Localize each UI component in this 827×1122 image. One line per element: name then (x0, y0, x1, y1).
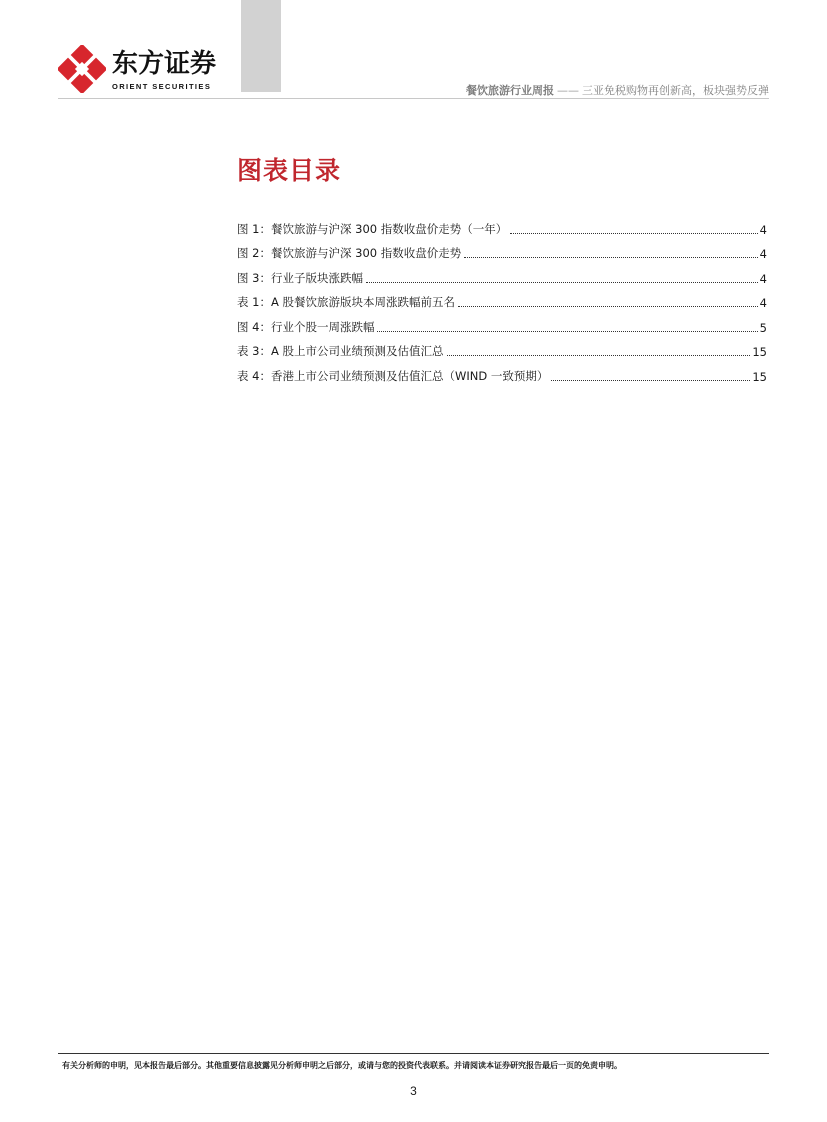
toc-entry[interactable] (237, 359, 767, 384)
toc-leader-dots (551, 379, 750, 381)
toc-entry[interactable] (237, 212, 767, 237)
header-dash: —— (557, 84, 579, 97)
logo-english-name: ORIENT SECURITIES (112, 82, 212, 91)
report-subtitle: 三亚免税购物再创新高，板块强势反弹 (582, 84, 769, 97)
toc-entry[interactable] (237, 310, 767, 335)
toc-entry[interactable] (237, 286, 767, 311)
toc-entry-page: 4 (759, 222, 767, 237)
logo-chinese-name: 东方证券 (112, 49, 217, 79)
orient-diamond-logo-icon (58, 45, 106, 93)
toc-leader-dots (464, 256, 757, 258)
toc-leader-dots (458, 305, 758, 307)
report-header-title (466, 82, 769, 98)
toc-leader-dots (510, 232, 757, 234)
toc-entry-page: 15 (752, 345, 767, 359)
page-number: 3 (410, 1084, 417, 1098)
company-logo (58, 45, 216, 95)
header-decor-tab (241, 0, 281, 92)
toc-entry-label: 表 3：A 股上市公司业绩预测及估值汇总 (237, 344, 444, 358)
toc-entry-label: 表 4：香港上市公司业绩预测及估值汇总（WIND 一致预期） (237, 368, 549, 383)
toc-entry[interactable] (237, 335, 767, 360)
toc-entry-label: 图 1：餐饮旅游与沪深 300 指数收盘价走势（一年） (237, 221, 508, 236)
toc-entry-page: 4 (759, 271, 767, 286)
toc-entry-page: 5 (759, 320, 767, 335)
footer-disclaimer: 有关分析师的申明，见本报告最后部分。其他重要信息披露见分析师申明之后部分，或请与您的投资代表联系。并请阅读本证券研究报告最后一页的免责申明。 (62, 1061, 622, 1070)
toc-entry-page: 4 (759, 247, 767, 261)
toc-entry[interactable] (237, 237, 767, 262)
toc-entry-label: 图 4：行业个股一周涨跌幅 (237, 319, 375, 334)
toc-entry-label: 表 1：A 股餐饮旅游版块本周涨跌幅前五名 (237, 295, 455, 309)
toc-list (237, 212, 767, 384)
toc-leader-dots (377, 330, 757, 332)
toc-entry-page: 4 (759, 296, 767, 310)
toc-entry-label: 图 2：餐饮旅游与沪深 300 指数收盘价走势 (237, 246, 462, 260)
toc-entry[interactable] (237, 261, 767, 286)
footer-divider (58, 1053, 769, 1054)
header-divider (58, 98, 769, 99)
report-type: 餐饮旅游行业周报 (466, 84, 554, 97)
toc-entry-label: 图 3：行业子版块涨跌幅 (237, 270, 363, 285)
toc-title: 图表目录 (237, 156, 342, 185)
toc-entry-page: 15 (752, 369, 767, 384)
toc-leader-dots (366, 281, 758, 283)
toc-leader-dots (447, 354, 751, 356)
